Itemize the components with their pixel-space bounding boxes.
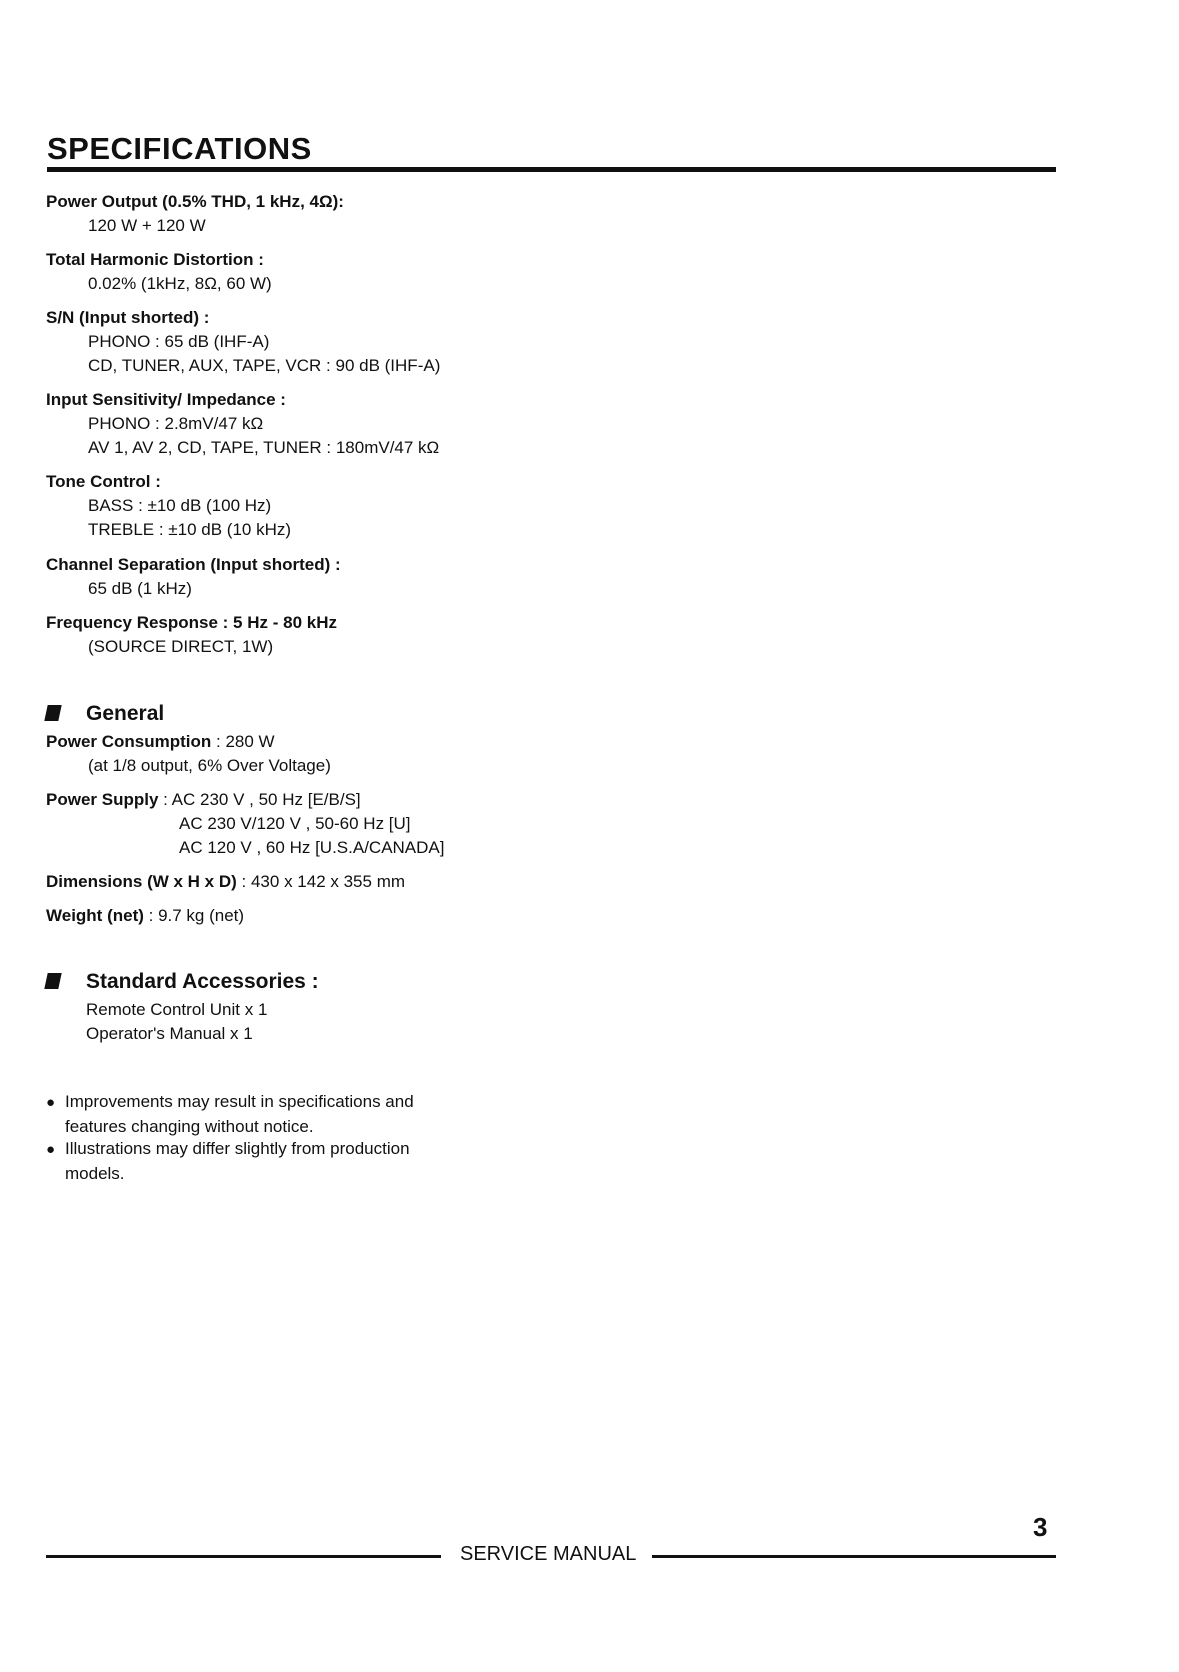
spec-label: Tone Control : bbox=[46, 472, 161, 491]
note-text: Improvements may result in specifications and bbox=[65, 1092, 414, 1111]
spec-tone-control bbox=[46, 470, 291, 541]
spec-label: Total Harmonic Distortion : bbox=[46, 250, 264, 269]
general-heading bbox=[46, 702, 164, 726]
spec-frequency-response bbox=[46, 611, 337, 659]
title-underline bbox=[47, 167, 1056, 172]
spec-inline-value: : 9.7 kg (net) bbox=[143, 906, 245, 925]
spec-inline-value: : AC 230 V , 50 Hz [E/B/S] bbox=[158, 790, 361, 809]
spec-label: Dimensions (W x H x D) bbox=[46, 872, 237, 891]
spec-value: 0.02% (1kHz, 8Ω, 60 W) bbox=[88, 274, 272, 293]
spec-channel-separation bbox=[46, 553, 341, 601]
accessories-heading-text: Standard Accessories : bbox=[86, 970, 319, 993]
spec-input-sensitivity bbox=[46, 388, 439, 459]
spec-label: Power Supply bbox=[46, 790, 159, 809]
spec-value: AC 230 V/120 V , 50-60 Hz [U] bbox=[179, 814, 411, 833]
accessories-heading bbox=[46, 970, 319, 994]
note-text: models. bbox=[65, 1163, 125, 1183]
square-bullet-icon bbox=[44, 973, 61, 989]
spec-power-supply bbox=[46, 788, 444, 859]
spec-value: PHONO : 2.8mV/47 kΩ bbox=[88, 414, 264, 433]
general-heading-text: General bbox=[86, 702, 165, 725]
spec-value: (at 1/8 output, 6% Over Voltage) bbox=[88, 756, 331, 775]
footer-title: SERVICE MANUAL bbox=[460, 1543, 637, 1565]
list-item: Operator's Manual x 1 bbox=[86, 1023, 253, 1043]
list-item: Remote Control Unit x 1 bbox=[86, 1000, 268, 1019]
spec-weight bbox=[46, 904, 244, 928]
spec-label: Channel Separation (Input shorted) : bbox=[46, 555, 341, 574]
spec-inline-value: : 280 W bbox=[211, 732, 275, 751]
spec-label: Weight (net) bbox=[46, 906, 144, 925]
spec-value: AC 120 V , 60 Hz [U.S.A/CANADA] bbox=[179, 837, 445, 857]
spec-thd bbox=[46, 248, 272, 296]
spec-value: TREBLE : ±10 dB (10 kHz) bbox=[88, 519, 292, 539]
note-item bbox=[46, 1090, 414, 1138]
spec-dimensions bbox=[46, 870, 405, 894]
accessories-list bbox=[46, 998, 267, 1045]
note-text: features changing without notice. bbox=[65, 1116, 314, 1136]
spec-value: 120 W + 120 W bbox=[88, 216, 206, 235]
square-bullet-icon bbox=[44, 705, 61, 721]
spec-label: S/N (Input shorted) : bbox=[46, 308, 210, 327]
page-number: 3 bbox=[1033, 1512, 1048, 1542]
bullet-icon: ● bbox=[46, 1094, 56, 1111]
spec-value: BASS : ±10 dB (100 Hz) bbox=[88, 496, 272, 515]
spec-sn bbox=[46, 306, 440, 377]
spec-power-output bbox=[46, 190, 344, 238]
footer-rule-right bbox=[652, 1555, 1056, 1558]
spec-inline-value: : 430 x 142 x 355 mm bbox=[236, 872, 406, 891]
bullet-icon: ● bbox=[46, 1141, 56, 1158]
spec-value: AV 1, AV 2, CD, TAPE, TUNER : 180mV/47 kΩ bbox=[88, 437, 440, 457]
spec-value: (SOURCE DIRECT, 1W) bbox=[88, 637, 274, 656]
footer-rule-left bbox=[46, 1555, 441, 1558]
spec-power-consumption bbox=[46, 730, 331, 778]
spec-label: Frequency Response : 5 Hz - 80 kHz bbox=[46, 613, 337, 632]
spec-label: Power Consumption bbox=[46, 732, 212, 751]
note-text: Illustrations may differ slightly from production bbox=[65, 1139, 410, 1158]
spec-label: Input Sensitivity/ Impedance : bbox=[46, 390, 286, 409]
spec-label: Power Output (0.5% THD, 1 kHz, 4Ω): bbox=[46, 192, 344, 211]
spec-value: 65 dB (1 kHz) bbox=[88, 579, 192, 598]
spec-value: CD, TUNER, AUX, TAPE, VCR : 90 dB (IHF-A) bbox=[88, 355, 441, 375]
spec-value: PHONO : 65 dB (IHF-A) bbox=[88, 332, 270, 351]
page-title: SPECIFICATIONS bbox=[47, 131, 312, 166]
note-item bbox=[46, 1137, 410, 1185]
